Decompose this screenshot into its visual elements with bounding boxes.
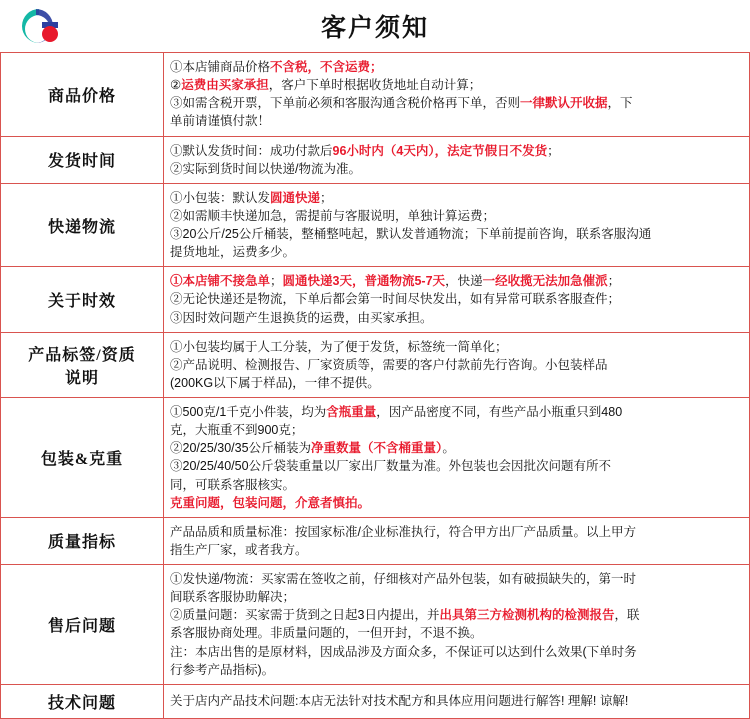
notice-text-segment: ①默认发货时间：成功付款后 [170,143,333,158]
notice-text-segment: 运费由买家承担 [181,78,269,93]
notice-line [170,189,743,207]
notice-row-content [164,183,750,267]
notice-row-label: 发货时间 [1,136,164,183]
notice-line [170,439,743,457]
notice-text-segment: ①本店铺不接急单 [170,274,271,289]
notice-text-segment: ③20/25/40/50公斤袋装重量以厂家出厂数量为准。外包装也会因批次问题有所不 [170,459,612,474]
notice-row-content [164,684,750,718]
notice-text-segment: 提货地址，运费多少。 [170,245,296,260]
notice-row-content [164,565,750,685]
notice-row-label: 技术问题 [1,684,164,718]
notice-row-content [164,332,750,397]
notice-row [1,565,750,685]
notice-text-segment: 一律默认开收据 [520,96,608,111]
notice-text-segment: ①小包装均属于人工分装，为了便于发货，标签统一简单化； [170,339,508,354]
notice-line [170,142,743,160]
notice-line [170,570,743,588]
notice-text-segment: 关于店内产品技术问题:本店无法针对技术配方和具体应用问题进行解答! 理解! 谅解! [170,694,629,709]
notice-row-label: 产品标签/资质 说明 [1,332,164,397]
notice-text-segment: ，联 [614,608,640,623]
notice-text-segment: 产品品质和质量标准：按国家标准/企业标准执行，符合甲方出厂产品质量。以上甲方 [170,524,636,539]
notice-text-segment: ②如需顺丰快递加急，需提前与客服说明，单独计算运费； [170,208,496,223]
notice-text-segment: (200KG以下属于样品)，一律不提供。 [170,375,380,390]
notice-text-segment: 克，大瓶重不到900克； [170,423,304,438]
notice-text-segment: 。 [442,441,455,456]
notice-line [170,692,743,710]
notice-table [0,52,750,719]
notice-row-label: 关于时效 [1,267,164,332]
notice-row-label: 包装&克重 [1,398,164,518]
notice-line [170,243,743,261]
notice-text-segment: ； [547,143,560,158]
notice-line [170,207,743,225]
notice-text-segment: 圆通快递 [270,190,321,205]
notice-text-segment: 一经收揽无法加急催派 [482,274,608,289]
notice-row-label: 商品价格 [1,53,164,137]
notice-text-segment: 间联系客服协助解决； [170,590,296,605]
notice-line [170,272,743,290]
notice-text-segment: 同，可联系客服核实。 [170,477,296,492]
notice-text-segment: ； [270,274,283,289]
notice-text-segment: 克重问题，包装问题，介意者慎拍。 [170,495,371,510]
notice-row-content [164,267,750,332]
notice-text-segment: 出具第三方检测机构的检测报告 [439,608,615,623]
notice-text-segment: ③因时效问题产生退换货的运费，由买家承担。 [170,310,433,325]
page-title: 客户须知 [320,15,429,42]
notice-row-content [164,398,750,518]
notice-line [170,309,743,327]
notice-text-segment: 单前请谨慎付款！ [170,114,271,129]
notice-line [170,494,743,512]
notice-text-segment: ①500克/1千克小件装，均为 [170,405,327,419]
notice-row [1,398,750,518]
notice-text-segment: 96小时内（4天内），法定节假日不发货 [332,143,548,158]
notice-text-segment: ，客户下单时根据收货地址自动计算； [268,78,482,93]
notice-text-segment: ，因产品密度不同，有些产品小瓶重只到480 [376,405,623,419]
notice-line [170,476,743,494]
page-header [0,0,750,52]
notice-row-content [164,517,750,564]
notice-line [170,421,743,439]
notice-line [170,225,743,243]
notice-text-segment: ①发快递/物流：买家需在签收之前，仔细核对产品外包装，如有破损缺失的，第一时 [170,572,636,586]
notice-text-segment: ，快递 [445,274,483,289]
notice-line [170,606,743,624]
notice-text-segment: ③20公斤/25公斤桶装，整桶整吨起，默认发普通物流；下单前提前咨询，联系客服沟通 [170,227,652,241]
notice-text-segment: ② [170,78,182,93]
notice-line [170,374,743,392]
notice-text-segment: ； [320,190,333,205]
notice-text-segment: ②无论快递还是物流，下单后都会第一时间尽快发出，如有异常可联系客服查件； [170,292,621,307]
notice-line [170,338,743,356]
notice-text-segment: ①本店铺商品价格 [170,60,271,74]
notice-row [1,684,750,718]
notice-text-segment: ②实际到货时间以快递/物流为准。 [170,161,361,176]
notice-line [170,112,743,130]
notice-line [170,94,743,112]
notice-row [1,332,750,397]
notice-line [170,523,743,541]
notice-line [170,643,743,661]
notice-text-segment: 含瓶重量 [326,405,377,419]
notice-text-segment: ②产品说明、检测报告、厂家资质等，需要的客户付款前先行咨询。小包装样品 [170,357,608,372]
notice-row-label: 售后问题 [1,565,164,685]
notice-line [170,58,743,76]
notice-row-content [164,136,750,183]
notice-row [1,183,750,267]
notice-text-segment: ②质量问题：买家需于货到之日起3日内提出，并 [170,608,440,623]
notice-text-segment: ③如需含税开票，下单前必须和客服沟通含税价格再下单，否则 [170,96,521,111]
notice-text-segment: 净重数量（不含桶重量） [311,441,443,456]
notice-line [170,624,743,642]
notice-line [170,588,743,606]
notice-text-segment: ； [607,274,621,289]
notice-row [1,267,750,332]
notice-row-content [164,53,750,137]
notice-text-segment: 指生产厂家，或者我方。 [170,542,308,557]
notice-row-label: 质量指标 [1,517,164,564]
notice-text-segment: 圆通快递3天，普通物流5-7天 [282,274,446,289]
notice-text-segment: 注：本店出售的是原材料，因成品涉及方面众多，不保证可以达到什么效果(下单时务 [170,644,637,659]
notice-line [170,661,743,679]
notice-row [1,517,750,564]
notice-text-segment: 行参考产品指标)。 [170,662,275,677]
notice-text-segment: ，下 [607,96,633,111]
notice-line [170,160,743,178]
notice-line [170,290,743,308]
notice-row [1,136,750,183]
notice-line [170,457,743,475]
notice-text-segment: 不含税，不含运费； [270,60,383,74]
notice-text-segment: ②20/25/30/35公斤桶装为 [170,441,312,456]
notice-text-segment: 系客服协商处理。非质量问题的，一但开封，不退不换。 [170,626,483,641]
notice-line [170,356,743,374]
notice-line [170,541,743,559]
notice-text-segment: ①小包装：默认发 [170,190,271,205]
notice-row-label: 快递物流 [1,183,164,267]
notice-row [1,53,750,137]
notice-line [170,403,743,421]
notice-line [170,76,743,94]
